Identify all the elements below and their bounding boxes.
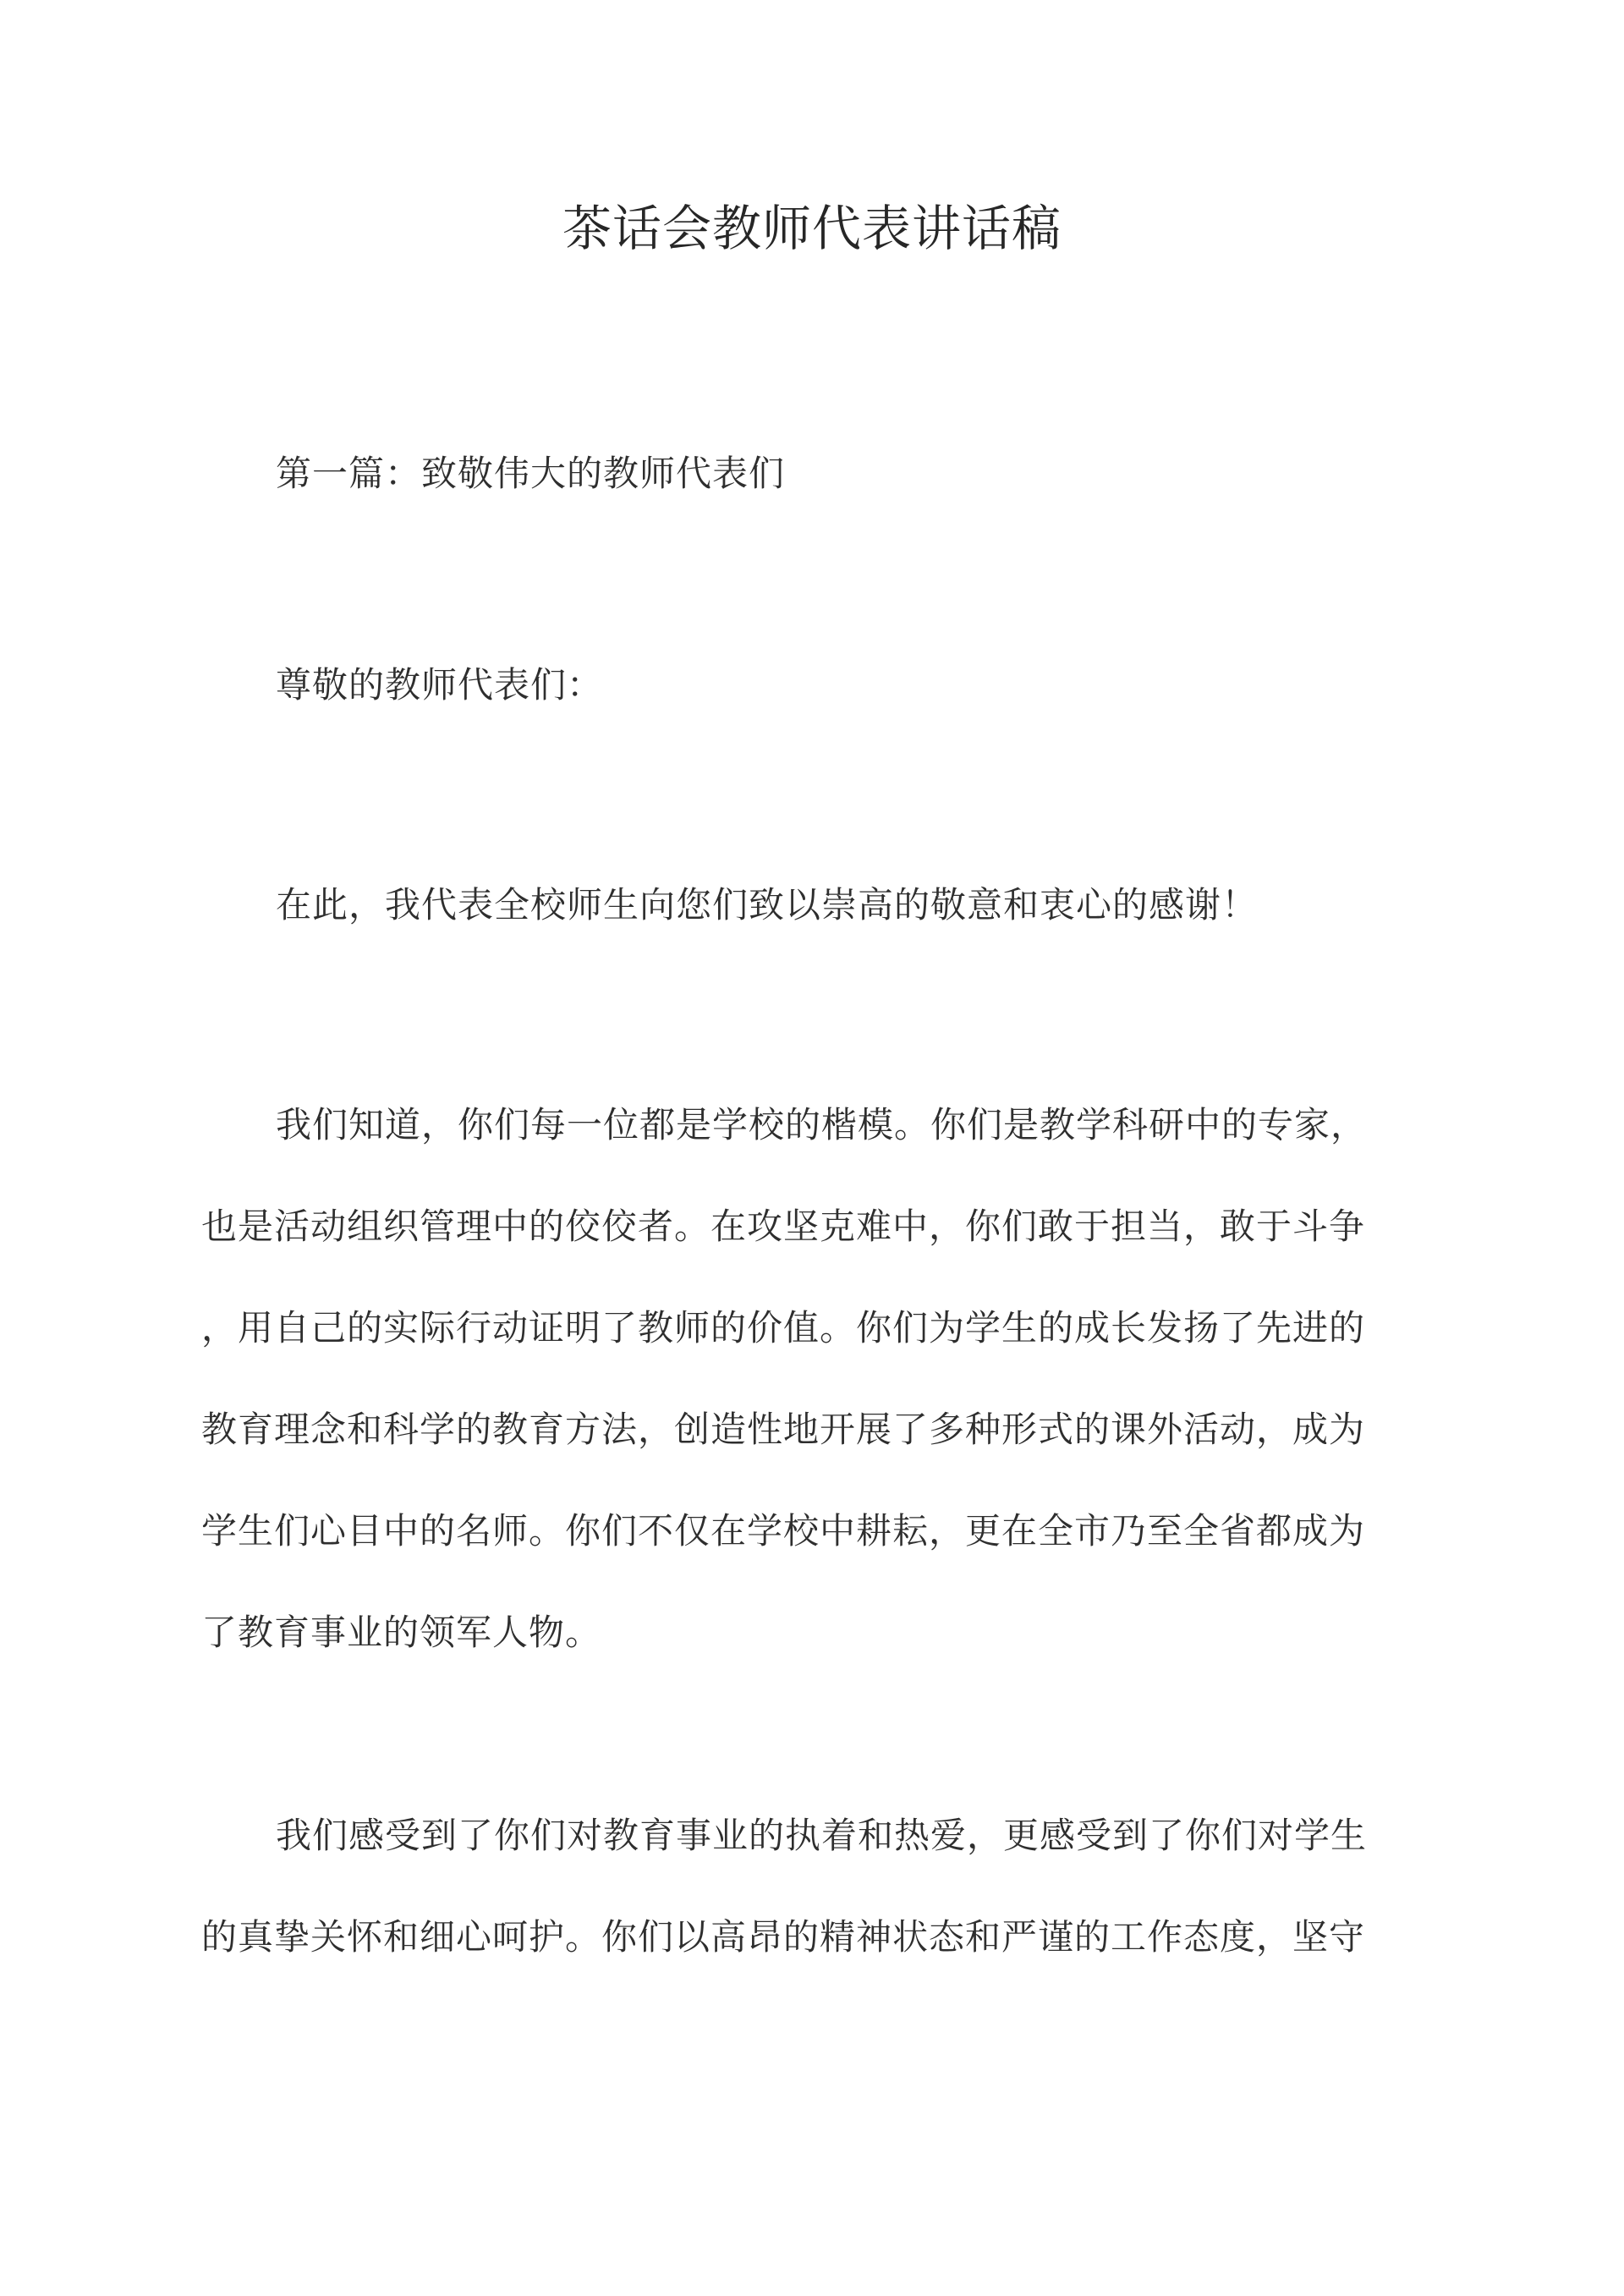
salutation: 尊敬的教师代表们： (276, 664, 604, 706)
paragraph-line: 学生们心目中的名师。你们不仅在学校中耕耘，更在全市乃至全省都成为 (201, 1510, 1366, 1552)
paragraph-line: 了教育事业的领军人物。 (201, 1612, 602, 1653)
paragraph-line: 教育理念和科学的教育方法，创造性地开展了多种形式的课外活动，成为 (201, 1409, 1366, 1450)
paragraph-line: 也是活动组织管理中的佼佼者。在攻坚克难中，你们敢于担当，敢于斗争 (201, 1206, 1366, 1247)
paragraph-line: 的真挚关怀和细心呵护。你们以高昂的精神状态和严谨的工作态度，坚守 (201, 1916, 1366, 1958)
paragraph-line: ，用自己的实际行动证明了教师的价值。你们为学生的成长发扬了先进的 (201, 1307, 1366, 1348)
document-title: 茶话会教师代表讲话稿 (562, 200, 1062, 257)
paragraph-thanks: 在此，我代表全校师生向您们致以崇高的敬意和衷心的感谢！ (276, 884, 1259, 926)
paragraph-dedication (201, 1785, 1428, 1988)
paragraph-line: 我们感受到了你们对教育事业的执着和热爱，更感受到了你们对学生 (276, 1815, 1368, 1856)
paragraph-exemplars (201, 1074, 1428, 1684)
section-heading: 第一篇：致敬伟大的教师代表们 (276, 453, 786, 494)
paragraph-line: 我们知道，你们每一位都是学校的楷模。你们是教学科研中的专家， (276, 1104, 1368, 1145)
